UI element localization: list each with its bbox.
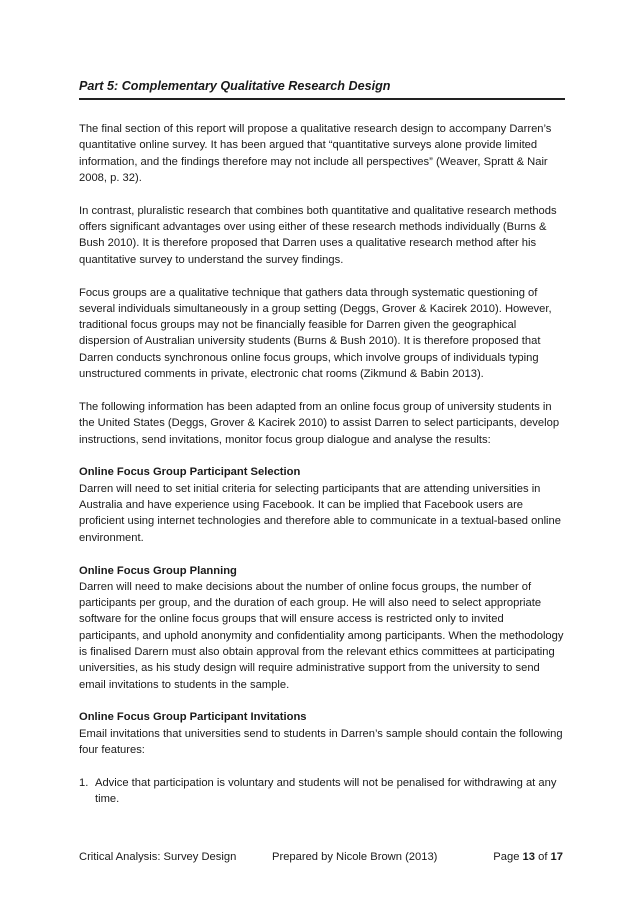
- list-number: 1.: [79, 776, 89, 789]
- paragraph: Focus groups are a qualitative technique that gathers data through systematic questioning of several individuals simultaneously in a group setting (Deggs, Grover & Kacirek 2010). However, traditional focus groups may not be financially feasible for Darren given the geographical dispersion of Australian university students (Burns & Bush 2010). It is therefore proposed that Darren conducts synchronous online focus groups, which involve groups of individuals typing unstructured comments in private, electronic chat rooms (Zikmund & Babin 2013).: [79, 286, 552, 381]
- document-body: [79, 121, 565, 808]
- paragraph: In contrast, pluralistic research that combines both quantitative and qualitative research methods offers significant advantages over using either of these research methods individually (Burns & Bush 2010). It is therefore proposed that Darren uses a qualitative research method after his quantitative survey to understand the survey findings.: [79, 204, 557, 266]
- page-total: 17: [550, 851, 563, 863]
- subsection-title: Online Focus Group Participant Invitations: [79, 711, 307, 724]
- page-prefix: Page: [493, 851, 523, 863]
- subsection-title: Online Focus Group Planning: [79, 564, 237, 577]
- footer-author: Prepared by Nicole Brown (2013): [272, 851, 438, 863]
- page-current: 13: [522, 851, 535, 863]
- subsection-text: Darren will need to make decisions about the number of online focus groups, the number of participants per group, and the duration of each group. He will also need to select appropriate software for the online focus groups that will ensure access is restricted only to invited participants, and uphold anonymity and confidentiality among participants. When the methodology is finalised Darern must also obtain approval from the relevant ethics committees at participating universities, as his study design will require administrative support from the university to send email invitations to students in the sample.: [79, 580, 564, 691]
- list-text: Advice that participation is voluntary and students will not be penalised for withdrawing at any time.: [95, 776, 557, 806]
- footer-title: Critical Analysis: Survey Design: [79, 851, 237, 863]
- page-sep: of: [535, 851, 551, 863]
- list-item: [79, 775, 565, 808]
- paragraph: The following information has been adapted from an online focus group of university students in the United States (Deggs, Grover & Kacirek 2010) to assist Darren to select participants, develop instructions, send invitations, monitor focus group dialogue and analyse the results:: [79, 400, 560, 446]
- subsection-title: Online Focus Group Participant Selection: [79, 466, 301, 479]
- paragraph: The final section of this report will propose a qualitative research design to accompany Darren’s quantitative online survey. It has been argued that “quantitative surveys alone provide limited information, and the findings therefore may not include all perspectives” (Weaver, Spratt & Nair 2008, p. 32).: [79, 123, 552, 184]
- subsection-text: Email invitations that universities send to students in Darren’s sample should contain the following four features:: [79, 727, 563, 757]
- subsection-text: Darren will need to set initial criteria for selecting participants that are attending universities in Australia and have experience using Facebook. It can be implied that Facebook users are proficient using internet technologies and therefore able to communicate in a textual-based online environment.: [79, 482, 561, 544]
- page-number: [493, 850, 563, 864]
- section-heading: Part 5: Complementary Qualitative Research Design: [79, 78, 565, 100]
